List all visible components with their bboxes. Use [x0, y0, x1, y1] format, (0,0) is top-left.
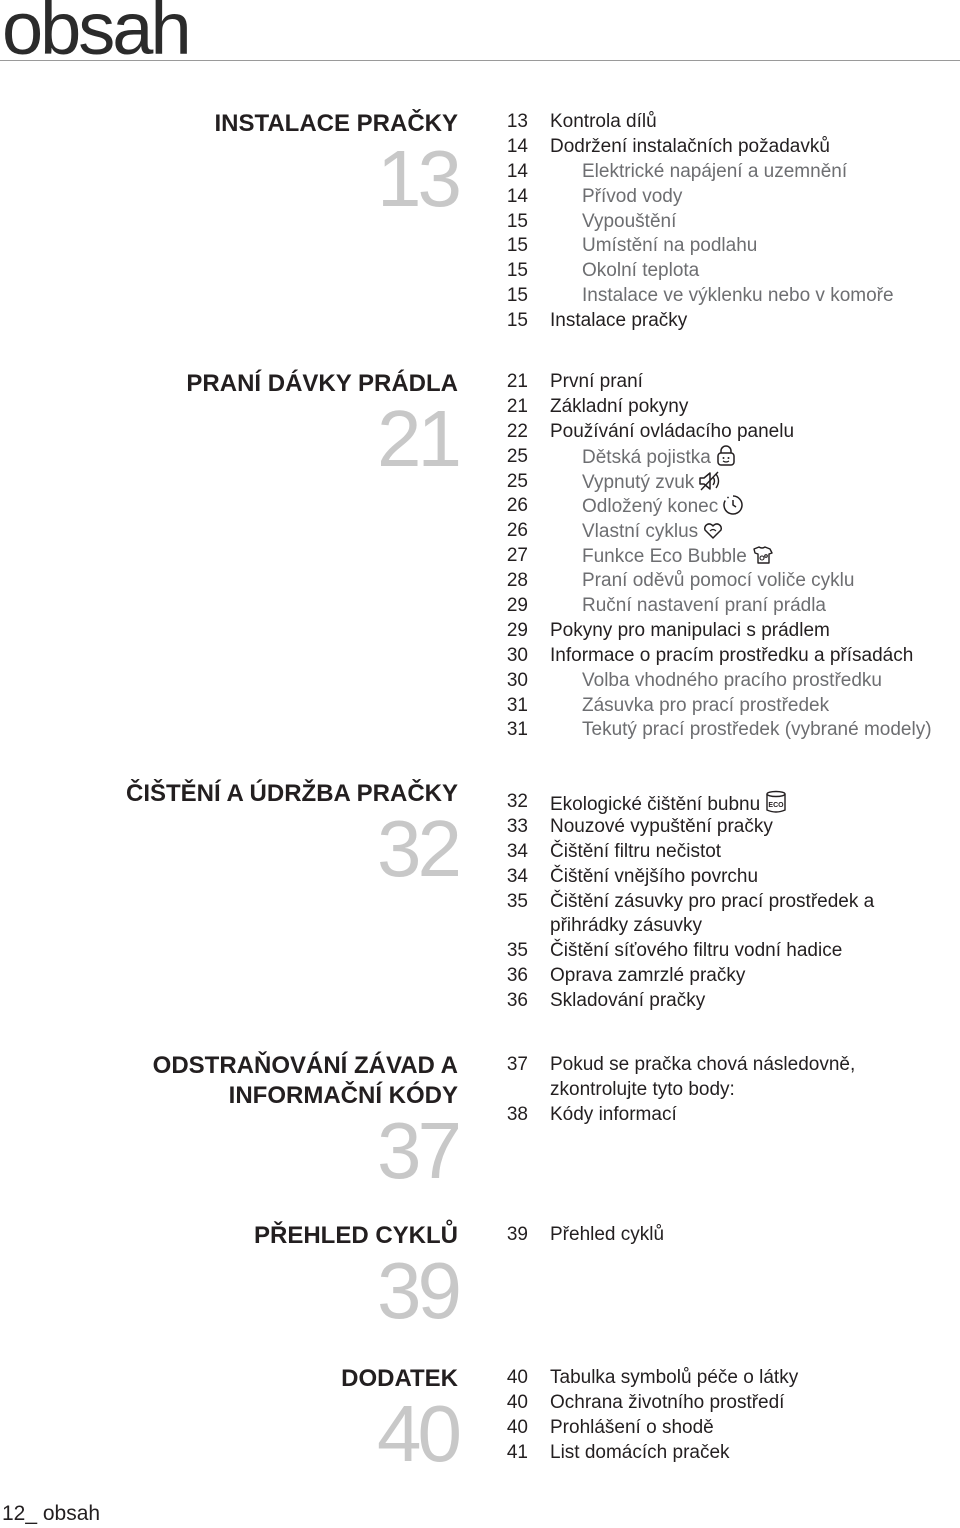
toc-text: Prohlášení o shodě: [550, 1416, 714, 1438]
toc-list-prani: [0, 370, 960, 743]
section-number-prani: 21: [377, 394, 458, 483]
toc-list-dodatek: [0, 1366, 960, 1466]
toc-page: 13: [506, 111, 528, 132]
toc-page: 31: [506, 694, 528, 716]
section-number-prehled: 39: [377, 1246, 458, 1335]
section-number-instalace: 13: [377, 134, 458, 223]
toc-list-prehled: [0, 1223, 960, 1248]
toc-text: Tekutý prací prostředek (vybrané modely): [582, 719, 932, 741]
toc-page: 34: [506, 840, 528, 862]
toc-text: Instalace pračky: [550, 310, 688, 332]
toc-text-wrap: [582, 445, 737, 471]
toc-page: 30: [506, 669, 528, 691]
toc-entry[interactable]: [0, 1366, 960, 1391]
section-number-cisteni: 32: [377, 804, 458, 893]
page-footer: [2, 1502, 100, 1526]
toc-page: 21: [506, 395, 528, 417]
toc-subentry[interactable]: [0, 494, 960, 519]
toc-list-instalace: [0, 110, 960, 334]
toc-page: 22: [506, 420, 528, 442]
toc-text: Pokyny pro manipulaci s prádlem: [550, 619, 830, 641]
toc-subentry[interactable]: [0, 569, 960, 594]
toc-text: Praní oděvů pomocí voliče cyklu: [582, 570, 855, 592]
toc-entry[interactable]: [0, 964, 960, 989]
toc-subentry[interactable]: [0, 160, 960, 185]
toc-entry[interactable]: [0, 420, 960, 445]
toc-text: Dodržení instalačních požadavků: [550, 135, 830, 157]
toc-entry[interactable]: [0, 1391, 960, 1416]
toc-page: 31: [506, 719, 528, 741]
toc-text: Používání ovládacího panelu: [550, 420, 795, 442]
toc-page: 29: [506, 619, 528, 641]
toc-text: Čištění zásuvky pro prací prostředek a přihrádky zásuvky: [550, 890, 875, 937]
toc-entry[interactable]: [0, 644, 960, 669]
toc-subentry[interactable]: [0, 544, 960, 569]
toc-page: 14: [506, 160, 528, 182]
toc-subentry[interactable]: [0, 470, 960, 495]
toc-page: 26: [506, 495, 528, 517]
footer-page-number: 12: [2, 1502, 26, 1525]
toc-entry[interactable]: [0, 135, 960, 160]
toc-entry[interactable]: [0, 790, 960, 815]
toc-entry[interactable]: [0, 110, 960, 135]
toc-text: Tabulka symbolů péče o látky: [550, 1367, 799, 1388]
toc-page: 26: [506, 520, 528, 542]
eco-icon-label: ECO: [768, 802, 784, 809]
toc-page: 40: [506, 1416, 528, 1438]
toc-page: 39: [506, 1224, 528, 1245]
toc-page: 15: [506, 260, 528, 282]
toc-text-wrap: [582, 519, 724, 545]
toc-text: Funkce Eco Bubble: [582, 546, 747, 568]
toc-page: 35: [506, 940, 528, 962]
toc-list-odstranovani: [0, 1053, 960, 1128]
toc-page: 15: [506, 310, 528, 332]
toc-text: Čištění síťového filtru vodní hadice: [550, 940, 843, 962]
toc-entry[interactable]: [0, 1416, 960, 1441]
toc-text-wrap: [550, 790, 788, 818]
toc-text: Elektrické napájení a uzemnění: [582, 160, 848, 182]
eco-bubble-icon: [751, 544, 775, 566]
section-number-odstranovani: 37: [377, 1106, 458, 1195]
toc-text: Instalace ve výklenku nebo v komoře: [582, 285, 894, 307]
toc-text: Zásuvka pro prací prostředek: [582, 694, 830, 716]
section-heading-cisteni: ČIŠTĚNÍ A ÚDRŽBA PRAČKY: [125, 780, 458, 807]
toc-page: 25: [506, 470, 528, 492]
toc-page: 35: [506, 890, 528, 912]
section-heading-prani: PRANÍ DÁVKY PRÁDLA: [186, 370, 458, 397]
toc-page: 34: [506, 865, 528, 887]
title-divider: [0, 60, 960, 61]
toc-page: 29: [506, 595, 528, 617]
toc-text: Oprava zamrzlé pračky: [550, 965, 746, 987]
toc-text: Skladování pračky: [550, 990, 706, 1012]
toc-text: Základní pokyny: [550, 395, 689, 417]
toc-text: Ekologické čištění bubnu: [550, 794, 761, 815]
child-lock-icon: [715, 445, 737, 467]
toc-entry[interactable]: [0, 1223, 960, 1248]
section-heading-instalace: INSTALACE PRAČKY: [214, 110, 458, 137]
toc-entry[interactable]: [0, 989, 960, 1014]
toc-subentry[interactable]: [0, 594, 960, 619]
my-cycle-icon: [702, 519, 724, 541]
toc-text: Kontrola dílů: [550, 111, 657, 132]
toc-page: 38: [506, 1103, 528, 1125]
toc-text: Ochrana životního prostředí: [550, 1391, 785, 1413]
section-heading-dodatek: DODATEK: [341, 1365, 458, 1392]
toc-text: Čištění vnějšího povrchu: [550, 865, 759, 887]
toc-page: 32: [506, 791, 528, 812]
toc-page: 40: [506, 1367, 528, 1388]
toc-text-wrap: [582, 544, 775, 570]
toc-text: Vypouštění: [582, 210, 677, 232]
toc-entry[interactable]: [0, 395, 960, 420]
toc-page: 14: [506, 185, 528, 207]
toc-subentry[interactable]: [0, 694, 960, 719]
toc-page: 25: [506, 445, 528, 467]
toc-text: Dětská pojistka: [582, 446, 711, 468]
toc-page: 15: [506, 285, 528, 307]
toc-text: Okolní teplota: [582, 260, 700, 282]
toc-text: Ruční nastavení praní prádla: [582, 595, 826, 617]
section-heading-odstranovani-line2: INFORMAČNÍ KÓDY: [228, 1082, 458, 1109]
toc-text: List domácích praček: [550, 1441, 730, 1463]
page-title: obsah: [2, 0, 189, 70]
toc-text: Umístění na podlahu: [582, 235, 758, 257]
toc-page: 30: [506, 644, 528, 666]
toc-text: První praní: [550, 371, 643, 392]
toc-page: 21: [506, 371, 528, 392]
toc-page: 28: [506, 570, 528, 592]
toc-list-cisteni: [0, 790, 960, 1014]
toc-subentry[interactable]: [0, 669, 960, 694]
toc-entry[interactable]: [0, 1053, 960, 1103]
toc-page: 40: [506, 1391, 528, 1413]
toc-text: Volba vhodného pracího prostředku: [582, 669, 882, 691]
toc-text-wrap: [582, 494, 744, 520]
toc-subentry[interactable]: [0, 519, 960, 544]
toc-page: 37: [506, 1054, 528, 1075]
toc-entry[interactable]: [0, 1103, 960, 1128]
toc-entry[interactable]: [0, 939, 960, 964]
section-heading-odstranovani-line1: ODSTRAŇOVÁNÍ ZÁVAD A: [152, 1052, 458, 1079]
toc-entry[interactable]: [0, 815, 960, 840]
toc-subentry[interactable]: [0, 185, 960, 210]
toc-entry[interactable]: [0, 309, 960, 334]
toc-subentry[interactable]: [0, 234, 960, 259]
delay-end-icon: [722, 494, 744, 516]
footer-label: obsah: [42, 1502, 101, 1525]
toc-text: Nouzové vypuštění pračky: [550, 815, 773, 837]
eco-drum-clean-icon: [764, 790, 788, 814]
toc-entry[interactable]: [0, 1441, 960, 1466]
toc-page: 36: [506, 990, 528, 1012]
footer-separator: _: [25, 1502, 43, 1525]
section-number-dodatek: 40: [377, 1389, 458, 1478]
toc-text: Pokud se pračka chová následovně, zkontrolujte tyto body:: [550, 1054, 856, 1100]
toc-entry[interactable]: [0, 865, 960, 890]
toc-page: 15: [506, 210, 528, 232]
toc-text: Přehled cyklů: [550, 1224, 665, 1245]
toc-text-wrap: [582, 470, 722, 496]
toc-subentry[interactable]: [0, 284, 960, 309]
toc-subentry[interactable]: [0, 259, 960, 284]
toc-text: Čištění filtru nečistot: [550, 840, 722, 862]
toc-text: Vypnutý zvuk: [582, 471, 695, 493]
toc-page: 36: [506, 965, 528, 987]
toc-entry[interactable]: [0, 840, 960, 865]
toc-text: Odložený konec: [582, 496, 719, 518]
toc-page: 33: [506, 815, 528, 837]
toc-subentry[interactable]: [0, 718, 960, 743]
toc-page: 14: [506, 135, 528, 157]
sound-off-icon: [698, 470, 722, 492]
toc-entry[interactable]: [0, 619, 960, 644]
toc-page: 15: [506, 235, 528, 257]
toc-subentry[interactable]: [0, 210, 960, 235]
toc-page: 41: [506, 1441, 528, 1463]
toc-text: Přívod vody: [582, 185, 683, 207]
toc-entry[interactable]: [0, 890, 960, 940]
toc-entry[interactable]: [0, 370, 960, 395]
toc-subentry[interactable]: [0, 445, 960, 470]
toc-text: Kódy informací: [550, 1103, 677, 1125]
toc-text: Informace o pracím prostředku a přísadách: [550, 644, 914, 666]
toc-page: 27: [506, 545, 528, 567]
toc-text: Vlastní cyklus: [582, 521, 699, 543]
section-heading-prehled: PŘEHLED CYKLŮ: [253, 1222, 458, 1249]
